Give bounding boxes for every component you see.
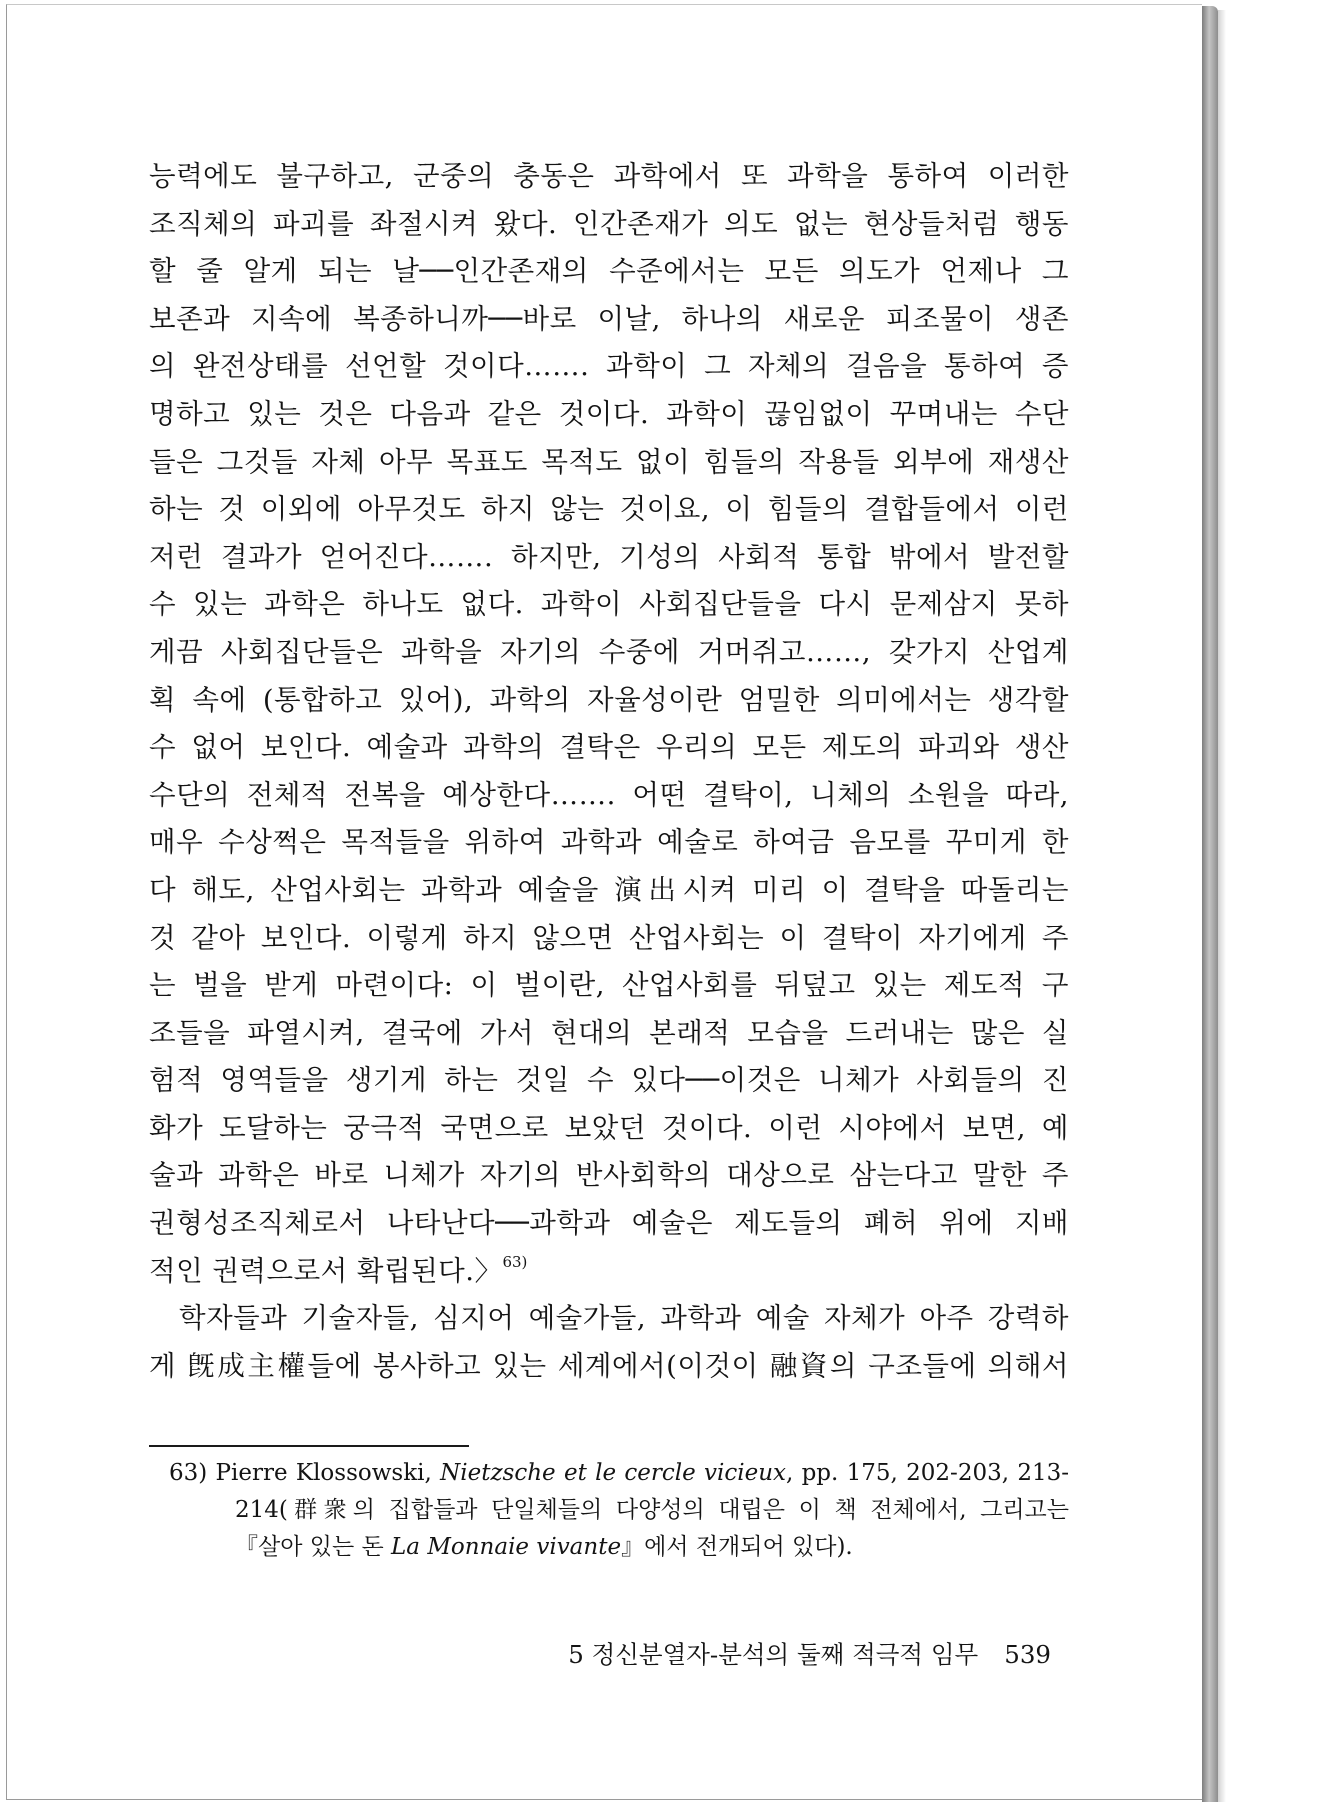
body-line: 수단의 전체적 전복을 예상한다……. 어떤 결탁이, 니체의 소원을 따라, [149, 778, 1069, 811]
quote-end-line [149, 1248, 1069, 1296]
footnote-text: 』에서 전개되어 있다). [621, 1534, 853, 1560]
body-line: 수 있는 과학은 하나도 없다. 과학이 사회집단들을 다시 문제삼지 못하 [149, 588, 1069, 621]
quote-end-text: 적인 권력으로서 확립된다.〉 [149, 1254, 503, 1287]
body-line: 권형성조직체로서 나타난다──과학과 예술은 제도들의 폐허 위에 지배 [149, 1207, 1069, 1240]
footnote-marker: 63) [169, 1460, 208, 1486]
footnote-title: Nietzsche et le cercle vicieux [440, 1460, 786, 1486]
body-line: 획 속에 (통합하고 있어), 과학의 자율성이란 엄밀한 의미에서는 생각할 [149, 683, 1069, 716]
body-line: 조직체의 파괴를 좌절시켜 왔다. 인간존재가 의도 없는 현상들처럼 행동 [149, 207, 1069, 240]
body-line: 수 없어 보인다. 예술과 과학의 결탁은 우리의 모든 제도의 파괴와 생산 [149, 731, 1069, 764]
body-line: 보존과 지속에 복종하니까──바로 이날, 하나의 새로운 피조물이 생존 [149, 302, 1069, 335]
footnote [169, 1455, 1069, 1566]
body-line: 술과 과학은 바로 니체가 자기의 반사회학의 대상으로 삼는다고 말한 주 [149, 1159, 1069, 1192]
body-line: 화가 도달하는 궁극적 국면으로 보았던 것이다. 이런 시야에서 보면, 예 [149, 1111, 1069, 1144]
paragraph-line: 게 旣成主權들에 봉사하고 있는 세계에서(이것이 融資의 구조들에 의해서 [149, 1349, 1069, 1382]
footnote-text: 『살아 있는 돈 [235, 1534, 392, 1560]
body-line: 매우 수상쩍은 목적들을 위하여 과학과 예술로 하여금 음모를 꾸미게 한 [149, 826, 1069, 859]
page-shadow [1218, 10, 1226, 1802]
body-line: 명하고 있는 것은 다음과 같은 것이다. 과학이 끊임없이 꾸며내는 수단 [149, 397, 1069, 430]
body-text [149, 153, 1069, 1390]
body-line: 험적 영역들을 생기게 하는 것일 수 있다──이것은 니체가 사회들의 진 [149, 1064, 1069, 1097]
paragraph-line: 학자들과 기술자들, 심지어 예술가들, 과학과 예술 자체가 아주 강력하 [179, 1302, 1069, 1335]
body-line: 조들을 파열시켜, 결국에 가서 현대의 본래적 모습을 드러내는 많은 실 [149, 1016, 1069, 1049]
body-line: 는 벌을 받게 마련이다: 이 벌이란, 산업사회를 뒤덮고 있는 제도적 구 [149, 969, 1069, 1002]
page-number: 539 [1004, 1640, 1051, 1669]
footnote-line: 214(群衆의 집합들과 단일체들의 다양성의 대립은 이 책 전체에서, 그리고는 [235, 1497, 1069, 1523]
running-title: 5 정신분열자-분석의 둘째 적극적 임무 [568, 1640, 979, 1669]
body-line: 것 같아 보인다. 이렇게 하지 않으면 산업사회는 이 결탁이 자기에게 주 [149, 921, 1069, 954]
body-line: 하는 것 이외에 아무것도 하지 않는 것이요, 이 힘들의 결합들에서 이런 [149, 493, 1069, 526]
footnote-divider [149, 1445, 469, 1447]
body-line: 할 줄 알게 되는 날──인간존재의 수준에서는 모든 의도가 언제나 그 [149, 255, 1069, 288]
footnote-line [169, 1529, 1069, 1566]
footnote-author: Pierre Klossowski, [215, 1460, 441, 1486]
page-footer [551, 1637, 1051, 1673]
body-line: 다 해도, 산업사회는 과학과 예술을 演出시켜 미리 이 결탁을 따돌리는 [149, 873, 1069, 906]
body-line: 의 완전상태를 선언할 것이다……. 과학이 그 자체의 걸음을 통하여 증 [149, 350, 1069, 383]
footnote-ref[interactable]: 63) [502, 1252, 528, 1271]
book-page [6, 4, 1202, 1800]
page-edge [1202, 6, 1218, 1802]
body-line: 들은 그것들 자체 아무 목표도 목적도 없이 힘들의 작용들 외부에 재생산 [149, 445, 1069, 478]
footnote-book-title: La Monnaie vivante [391, 1534, 622, 1560]
footnote-line [169, 1455, 1069, 1492]
footnote-pages: , pp. 175, 202-203, 213- [785, 1460, 1069, 1486]
body-line: 능력에도 불구하고, 군중의 충동은 과학에서 또 과학을 통하여 이러한 [149, 160, 1069, 192]
body-line: 게끔 사회집단들은 과학을 자기의 수중에 거머쥐고……, 갖가지 산업계 [149, 635, 1069, 668]
body-line: 저런 결과가 얻어진다……. 하지만, 기성의 사회적 통합 밖에서 발전할 [149, 540, 1069, 573]
